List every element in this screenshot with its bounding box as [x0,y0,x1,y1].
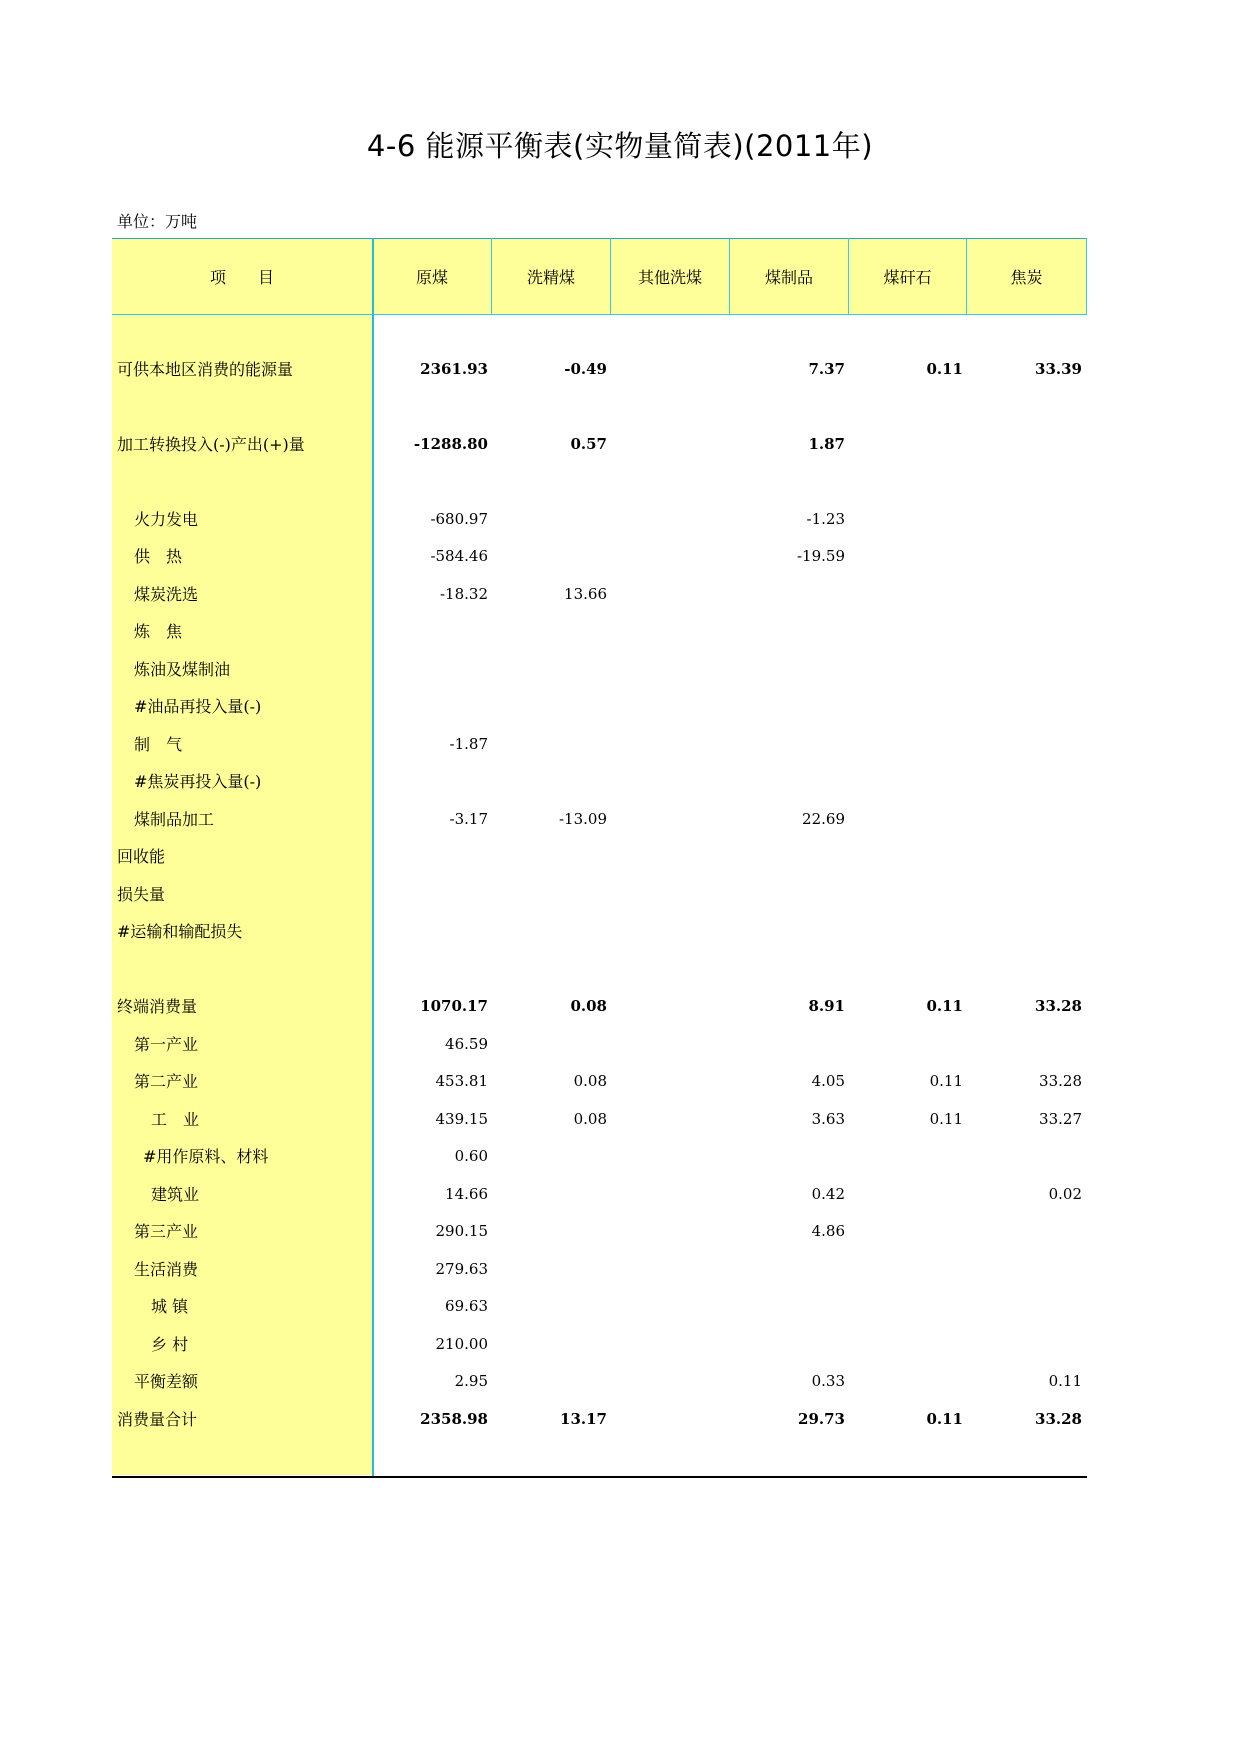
table-cell [853,763,963,800]
table-cell: -0.49 [564,360,607,378]
table-cell [853,1213,963,1250]
table-cell: 0.11 [1048,1372,1082,1390]
table-cell: 0.60 [454,1147,488,1165]
row-label: 回收能 [117,847,166,866]
table-cell: 0.11 [929,1072,963,1090]
table-row [112,576,1087,613]
table-cell [735,913,845,950]
row-label: #焦炭再投入量(-) [134,772,262,791]
table-cell [616,1063,726,1100]
table-cell [497,1138,607,1175]
table-row [112,688,1087,725]
table-cell [972,1213,1082,1250]
table-cell: 22.69 [802,810,845,828]
table-cell [735,688,845,725]
table-cell [616,501,726,538]
row-label: 炼 焦 [134,622,183,641]
table-cell [735,838,845,875]
table-cell: 29.73 [798,1410,845,1428]
table-cell [616,1251,726,1288]
column-header-briquettes: 煤制品 [764,267,813,287]
table-cell: 0.08 [573,1072,607,1090]
table-row [112,1138,1087,1175]
table-cell [616,1213,726,1250]
row-label: 火力发电 [134,510,199,529]
row-label: #油品再投入量(-) [134,697,262,716]
table-cell: 33.39 [1035,360,1082,378]
table-cell [853,801,963,838]
table-cell: 46.59 [445,1035,488,1053]
table-cell [616,1288,726,1325]
table-row [112,426,1087,463]
table-cell: -1.87 [449,735,488,753]
table-cell [972,651,1082,688]
table-row [112,988,1087,1025]
table-cell [972,913,1082,950]
table-cell [735,1288,845,1325]
row-label: 供 热 [134,547,183,566]
table-row [112,538,1087,575]
table-cell [853,688,963,725]
table-cell [616,876,726,913]
table-cell [497,1026,607,1063]
column-header-gangue: 煤矸石 [883,267,932,287]
table-cell: 0.11 [929,1110,963,1128]
table-row [112,1176,1087,1213]
table-row [112,1401,1087,1438]
table-cell [378,876,488,913]
row-label: 煤炭洗选 [134,585,199,604]
table-cell [972,1026,1082,1063]
table-row [112,351,1087,388]
row-label: #运输和输配损失 [117,922,243,941]
table-cell: -13.09 [558,810,607,828]
table-cell [853,913,963,950]
row-label: 生活消费 [134,1260,199,1279]
table-cell: -18.32 [439,585,488,603]
row-label: 损失量 [117,885,166,904]
table-row [112,1101,1087,1138]
table-cell [853,876,963,913]
table-cell: -584.46 [430,547,488,565]
table-cell [853,1176,963,1213]
table-cell [853,838,963,875]
table-cell [497,763,607,800]
table-cell [972,576,1082,613]
table-cell [972,763,1082,800]
table-cell [616,1101,726,1138]
row-label: #用作原料、材料 [143,1147,269,1166]
table-cell [497,913,607,950]
table-cell [616,763,726,800]
table-row [112,726,1087,763]
table-cell: 279.63 [435,1260,488,1278]
table-cell [853,576,963,613]
column-header-item: 项 目 [209,267,274,287]
table-cell [497,1176,607,1213]
table-row [112,876,1087,913]
table-row [112,763,1087,800]
table-cell [853,651,963,688]
table-cell [972,1288,1082,1325]
table-cell [853,1363,963,1400]
table-cell: 0.08 [570,997,607,1015]
table-cell [497,651,607,688]
table-cell [616,426,726,463]
table-cell [616,1326,726,1363]
row-label: 消费量合计 [117,1410,198,1429]
table-cell: -19.59 [796,547,845,565]
table-cell: 14.66 [445,1185,488,1203]
table-cell: 33.28 [1035,1410,1082,1428]
header-divider [1086,238,1087,315]
table-cell [972,426,1082,463]
table-cell [616,1401,726,1438]
row-label: 乡 村 [151,1335,189,1354]
table-cell: 2358.98 [420,1410,488,1428]
table-cell [616,988,726,1025]
table-cell [853,1138,963,1175]
table-cell: 4.05 [811,1072,845,1090]
table-row [112,651,1087,688]
table-cell [853,538,963,575]
table-cell: -1.23 [806,510,845,528]
page-title: 4-6 能源平衡表(实物量简表)(2011年) [366,129,874,163]
table-row [112,801,1087,838]
table-cell: 2.95 [454,1372,488,1390]
table-cell: 0.11 [926,997,963,1015]
table-cell: 3.63 [811,1110,845,1128]
table-cell: -3.17 [449,810,488,828]
table-cell: 0.33 [811,1372,845,1390]
row-label: 城 镇 [151,1297,189,1316]
table-cell [616,613,726,650]
table-cell [853,726,963,763]
table-cell [972,838,1082,875]
header-bottom-border [112,314,1087,315]
table-cell: 1.87 [808,435,845,453]
table-cell [735,1326,845,1363]
table-cell: 0.11 [926,1410,963,1428]
table-cell [616,351,726,388]
table-row [112,1288,1087,1325]
table-cell [972,726,1082,763]
table-cell [972,538,1082,575]
table-cell: 0.02 [1048,1185,1082,1203]
table-row [112,913,1087,950]
table-cell: 13.66 [564,585,607,603]
table-cell: 1070.17 [420,997,488,1015]
row-label: 第三产业 [134,1222,199,1241]
table-cell [497,838,607,875]
table-cell [853,501,963,538]
row-label: 加工转换投入(-)产出(+)量 [117,435,305,454]
table-cell [497,1213,607,1250]
table-cell [497,688,607,725]
table-cell [735,576,845,613]
table-cell [497,726,607,763]
table-cell [497,1363,607,1400]
table-row [112,1213,1087,1250]
table-row [112,613,1087,650]
table-cell: 2361.93 [420,360,488,378]
table-cell [735,726,845,763]
table-cell [497,1251,607,1288]
table-cell [735,763,845,800]
table-row [112,1026,1087,1063]
table-cell: 13.17 [560,1410,607,1428]
table-cell [497,538,607,575]
row-label: 第二产业 [134,1072,199,1091]
table-cell: 0.42 [811,1185,845,1203]
table-cell [616,1026,726,1063]
row-label: 可供本地区消费的能源量 [117,360,294,379]
table-cell: 453.81 [435,1072,488,1090]
table-cell [735,1026,845,1063]
unit-label: 单位：万吨 [117,212,198,231]
table-cell [497,613,607,650]
table-cell [972,501,1082,538]
column-header-cleaned-coal: 洗精煤 [526,267,575,287]
table-cell [735,876,845,913]
table-cell: 0.08 [573,1110,607,1128]
table-cell [853,1288,963,1325]
table-cell [378,913,488,950]
table-cell: 7.37 [808,360,845,378]
table-cell: 8.91 [808,997,845,1015]
table-cell [378,613,488,650]
table-cell [972,801,1082,838]
table-cell [972,688,1082,725]
table-cell: 33.28 [1035,997,1082,1015]
column-header-raw-coal: 原煤 [415,267,448,287]
table-row [112,838,1087,875]
table-row [112,1063,1087,1100]
table-cell [616,651,726,688]
table-cell [616,538,726,575]
table-cell [616,1363,726,1400]
table-cell [616,576,726,613]
row-label: 炼油及煤制油 [134,660,231,679]
table-cell [972,613,1082,650]
table-cell [378,688,488,725]
table-cell: -680.97 [430,510,488,528]
table-cell: 210.00 [435,1335,488,1353]
table-cell [735,651,845,688]
table-cell [972,1138,1082,1175]
table-cell [378,838,488,875]
table-cell [616,838,726,875]
table-cell: 4.86 [811,1222,845,1240]
row-label: 终端消费量 [117,997,198,1016]
table-row [112,501,1087,538]
table-cell [735,1138,845,1175]
table-cell [616,1176,726,1213]
table-cell: 290.15 [435,1222,488,1240]
table-cell [853,426,963,463]
row-label: 工 业 [151,1110,200,1129]
table-cell [497,1326,607,1363]
row-label: 制 气 [134,735,183,754]
table-cell [735,613,845,650]
table-cell [616,913,726,950]
table-row [112,1326,1087,1363]
table-cell [616,688,726,725]
table-bottom-border [112,1476,1087,1478]
table-cell [972,1326,1082,1363]
table-cell: 0.11 [926,360,963,378]
table-row [112,1251,1087,1288]
column-header-coke: 焦炭 [1010,267,1043,287]
table-cell [497,1288,607,1325]
row-label: 煤制品加工 [134,810,215,829]
table-cell: 33.28 [1039,1072,1082,1090]
table-cell: -1288.80 [413,435,488,453]
table-cell [735,1251,845,1288]
column-header-other-washed-coal: 其他洗煤 [637,267,702,287]
table-cell: 439.15 [435,1110,488,1128]
table-cell [972,876,1082,913]
table-cell [853,1251,963,1288]
table-cell: 69.63 [445,1297,488,1315]
table-cell: 0.57 [570,435,607,453]
table-cell [853,613,963,650]
table-cell [378,651,488,688]
table-cell [853,1326,963,1363]
table-cell: 33.27 [1039,1110,1082,1128]
row-label: 第一产业 [134,1035,199,1054]
table-cell [378,763,488,800]
table-cell [616,726,726,763]
table-cell [497,876,607,913]
table-cell [972,1251,1082,1288]
row-label: 平衡差额 [134,1372,199,1391]
table-row [112,1363,1087,1400]
table-cell [853,1026,963,1063]
table-cell [497,501,607,538]
table-cell [616,801,726,838]
table-cell [616,1138,726,1175]
row-label: 建筑业 [151,1185,200,1204]
